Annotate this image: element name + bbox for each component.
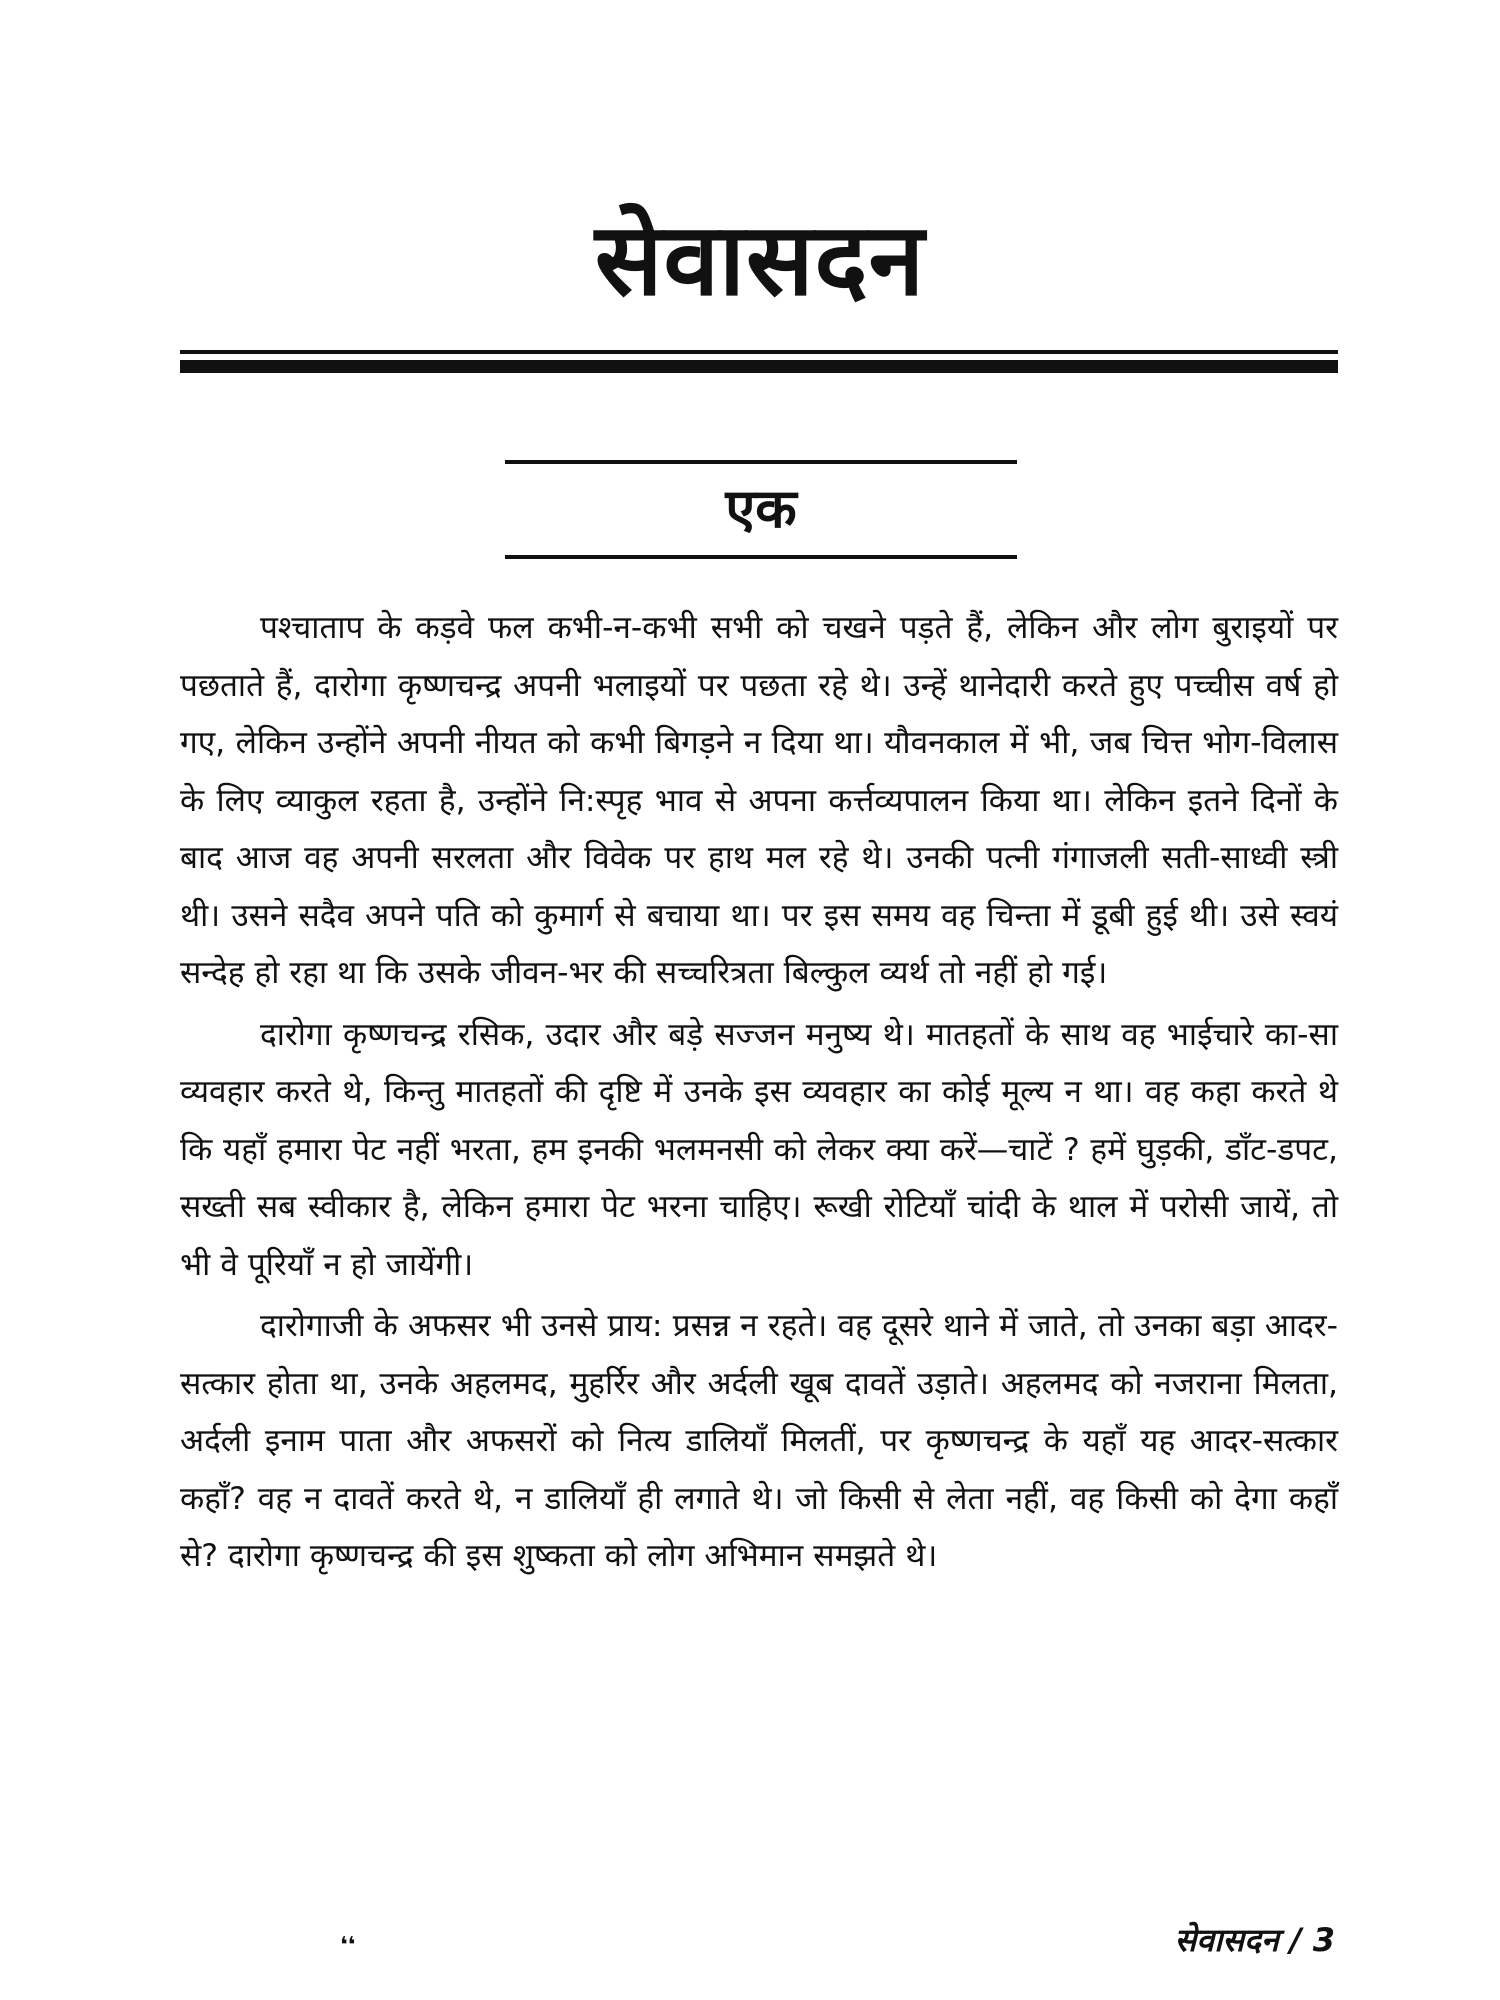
book-title: सेवासदन: [594, 201, 926, 318]
chapter-rule-top: [505, 460, 1017, 464]
paragraph-2: दारोगा कृष्णचन्द्र रसिक, उदार और बड़े सज्जन मनुष्य थे। मातहतों के साथ वह भाईचारे का-सा व्यवहार करते थे, किन्तु मातहतों की दृष्टि में उनके इस व्यवहार का कोई मूल्य न था। वह कहा करते थे कि यहाँ हमारा पेट नहीं भरता, हम इनकी भलमनसी को लेकर क्या करें—चाटें ? हमें घुड़की, डाँट-डपट, सख्ती सब स्वीकार है, लेकिन हमारा पेट भरना चाहिए। रूखी रोटियाँ चांदी के थाल में परोसी जायें, तो भी वे पूरियाँ न हो जायेंगी।: [180, 1016, 1338, 1283]
paragraph-1: पश्चाताप के कड़वे फल कभी-न-कभी सभी को चखने पड़ते हैं, लेकिन और लोग बुराइयों पर पछताते हैं, दारोगा कृष्णचन्द्र अपनी भलाइयों पर पछता रहे थे। उन्हें थानेदारी करते हुए पच्चीस वर्ष हो गए, लेकिन उन्होंने अपनी नीयत को कभी बिगड़ने न दिया था। यौवनकाल में भी, जब चित्त भोग-विलास के लिए व्याकुल रहता है, उन्होंने नि:स्पृह भाव से अपना कर्त्तव्यपालन किया था। लेकिन इतने दिनों के बाद आज वह अपनी सरलता और विवेक पर हाथ मल रहे थे। उनकी पत्नी गंगाजली सती-साध्वी स्त्री थी। उसने सदैव अपने पति को कुमार्ग से बचाया था। पर इस समय वह चिन्ता में डूबी हुई थी। उसे स्वयं सन्देह हो रहा था कि उसके जीवन-भर की सच्चरित्रता बिल्कुल व्यर्थ तो नहीं हो गई।: [180, 610, 1338, 991]
page-footer-title: सेवासदन / 3: [1174, 1921, 1335, 1959]
chapter-body: [180, 600, 1338, 1590]
chapter-rule-bottom: [505, 555, 1017, 559]
paragraph-3: दारोगाजी के अफसर भी उनसे प्राय: प्रसन्न न रहते। वह दूसरे थाने में जाते, तो उनका बड़ा आदर-सत्कार होता था, उनके अहलमद, मुहर्रिर और अर्दली खूब दावतें उड़ाते। अहलमद को नजराना मिलता, अर्दली इनाम पाता और अफसरों को नित्य डालियाँ मिलतीं, पर कृष्णचन्द्र के यहाँ यह आदर-सत्कार कहाँ? वह न दावतें करते थे, न डालियाँ ही लगाते थे। जो किसी से लेता नहीं, वह किसी को देगा कहाँ से? दारोगा कृष्णचन्द्र की इस शुष्कता को लोग अभिमान समझते थे।: [180, 1308, 1338, 1574]
footer-mark: ❛❛: [340, 1933, 356, 1958]
title-rule-thick: [180, 360, 1338, 373]
title-rule-thin: [180, 350, 1338, 354]
chapter-title: एक: [725, 477, 797, 540]
